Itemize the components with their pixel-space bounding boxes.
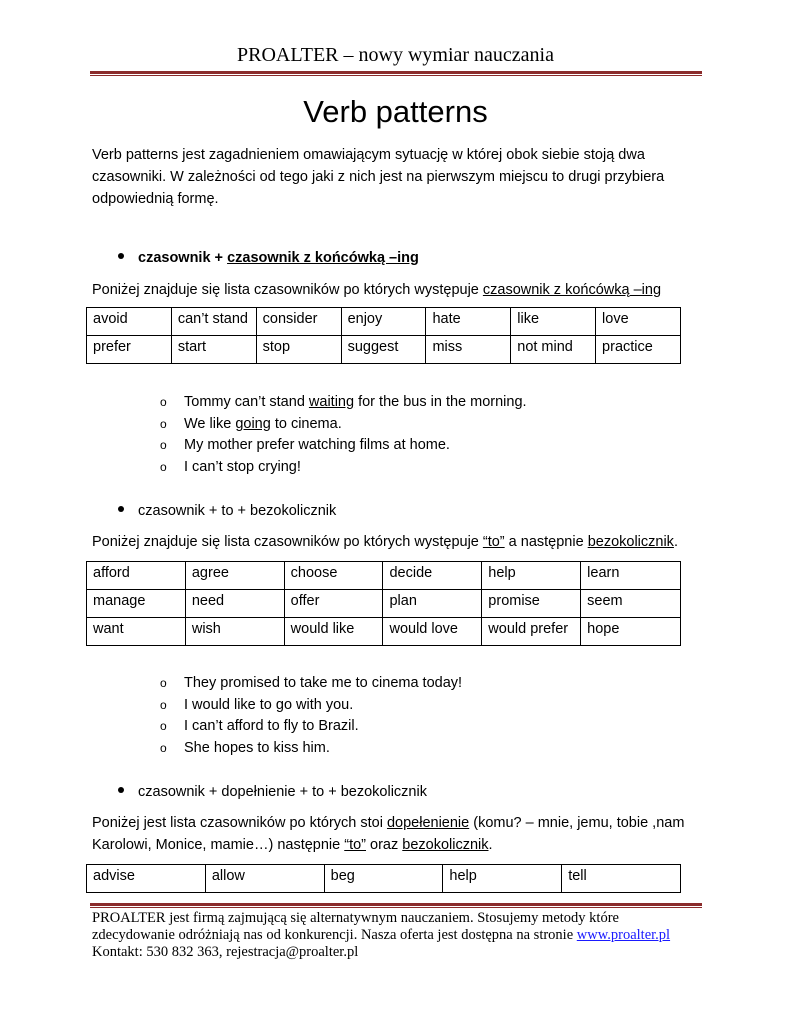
table-cell: want — [87, 618, 186, 646]
circle-bullet-icon: o — [160, 697, 167, 712]
circle-bullet-icon: o — [160, 459, 167, 474]
table-cell: beg — [324, 865, 443, 893]
table-cell: start — [171, 336, 256, 364]
table-row — [87, 865, 681, 893]
table-row — [87, 562, 681, 590]
list-item: o I would like to go with you. — [160, 695, 462, 717]
table-cell: suggest — [341, 336, 426, 364]
section1-description: Poniżej znajduje się lista czasowników po których występuje czasownik z końcówką –ing — [92, 282, 662, 298]
circle-bullet-icon: o — [160, 438, 167, 452]
table-cell: advise — [87, 865, 206, 893]
section1-bullet: czasownik + czasownik z końcówką –ing — [118, 250, 419, 266]
table-cell: tell — [562, 865, 681, 893]
section2-description: Poniżej znajduje się lista czasowników po których występuje “to” a następnie bezokolicznik. — [92, 534, 678, 550]
table-cell: can’t stand — [171, 308, 256, 336]
table-cell: seem — [581, 590, 681, 618]
footer-rule — [90, 903, 702, 908]
page-title: Verb patterns — [303, 94, 488, 129]
table-cell: afford — [87, 562, 186, 590]
bullet-icon — [118, 506, 124, 512]
table-cell: practice — [596, 336, 681, 364]
table-cell: consider — [256, 308, 341, 336]
list-item: o I can’t stop crying! — [160, 457, 527, 479]
table-cell: need — [185, 590, 284, 618]
table-cell: like — [511, 308, 596, 336]
list-item: o Tommy can’t stand waiting for the bus in the morning. — [160, 392, 527, 414]
table-row — [87, 618, 681, 646]
website-link[interactable]: www.proalter.pl — [576, 927, 671, 943]
table-cell: help — [482, 562, 581, 590]
table-cell: plan — [383, 590, 482, 618]
bullet-icon — [118, 787, 124, 793]
table-cell: not mind — [511, 336, 596, 364]
table-cell: learn — [581, 562, 681, 590]
circle-bullet-icon: o — [160, 395, 167, 409]
list-item: o She hopes to kiss him. — [160, 738, 462, 760]
table-cell: promise — [482, 590, 581, 618]
table-cell: avoid — [87, 308, 172, 336]
table-cell: love — [596, 308, 681, 336]
table-cell: allow — [205, 865, 324, 893]
circle-bullet-icon: o — [160, 740, 167, 755]
table-cell: hope — [581, 618, 681, 646]
table-cell: wish — [185, 618, 284, 646]
table-cell: miss — [426, 336, 511, 364]
list-item: o They promised to take me to cinema today! — [160, 673, 462, 695]
to-infinitive-verbs-table — [86, 561, 681, 646]
table-row — [87, 590, 681, 618]
table-cell: choose — [284, 562, 383, 590]
object-infinitive-verbs-table — [86, 864, 681, 893]
circle-bullet-icon: o — [160, 416, 167, 431]
table-cell: stop — [256, 336, 341, 364]
table-cell: would like — [284, 618, 383, 646]
section3-description: Poniżej jest lista czasowników po których stoi dopełenienie (komu? – mnie, jemu, tobie ,nam Karolowi, Monice, mamie…) następnie “to” oraz bezokolicznik. — [92, 815, 685, 853]
table-cell: would love — [383, 618, 482, 646]
table-cell: decide — [383, 562, 482, 590]
list-item: o We like going to cinema. — [160, 414, 527, 436]
table-row — [87, 308, 681, 336]
ing-verbs-table — [86, 307, 681, 364]
list-item: o My mother prefer watching films at home. — [160, 435, 527, 457]
table-cell: prefer — [87, 336, 172, 364]
intro-paragraph: Verb patterns jest zagadnieniem omawiającym sytuację w której obok siebie stoją dwa czasowniki. W zależności od tego jaki z nich jest na pierwszym miejscu to drugi przybiera odpowiednią formę. — [92, 147, 665, 207]
table-cell: offer — [284, 590, 383, 618]
page-header: PROALTER – nowy wymiar nauczania — [237, 44, 554, 66]
table-cell: help — [443, 865, 562, 893]
section2-bullet: czasownik + to + bezokolicznik — [118, 503, 336, 519]
table-cell: hate — [426, 308, 511, 336]
table-cell: would prefer — [482, 618, 581, 646]
table-cell: enjoy — [341, 308, 426, 336]
section3-bullet: czasownik + dopełnienie + to + bezokolicznik — [118, 784, 427, 800]
section2-examples — [160, 673, 462, 759]
circle-bullet-icon: o — [160, 676, 167, 690]
table-row — [87, 336, 681, 364]
table-cell: agree — [185, 562, 284, 590]
bullet-icon — [118, 253, 124, 259]
table-cell: manage — [87, 590, 186, 618]
section1-examples — [160, 392, 527, 478]
header-rule — [90, 71, 702, 76]
list-item: o I can’t afford to fly to Brazil. — [160, 716, 462, 738]
page-footer: PROALTER jest firmą zajmującą się alternatywnym nauczaniem. Stosujemy metody które zdecydowanie odróżniają nas od konkurencji. Nasza oferta jest dostępna na stronie www.proalter.pl Kontakt: 530 832 363, rejestracja@proalter.pl — [92, 910, 671, 960]
circle-bullet-icon: o — [160, 719, 167, 733]
